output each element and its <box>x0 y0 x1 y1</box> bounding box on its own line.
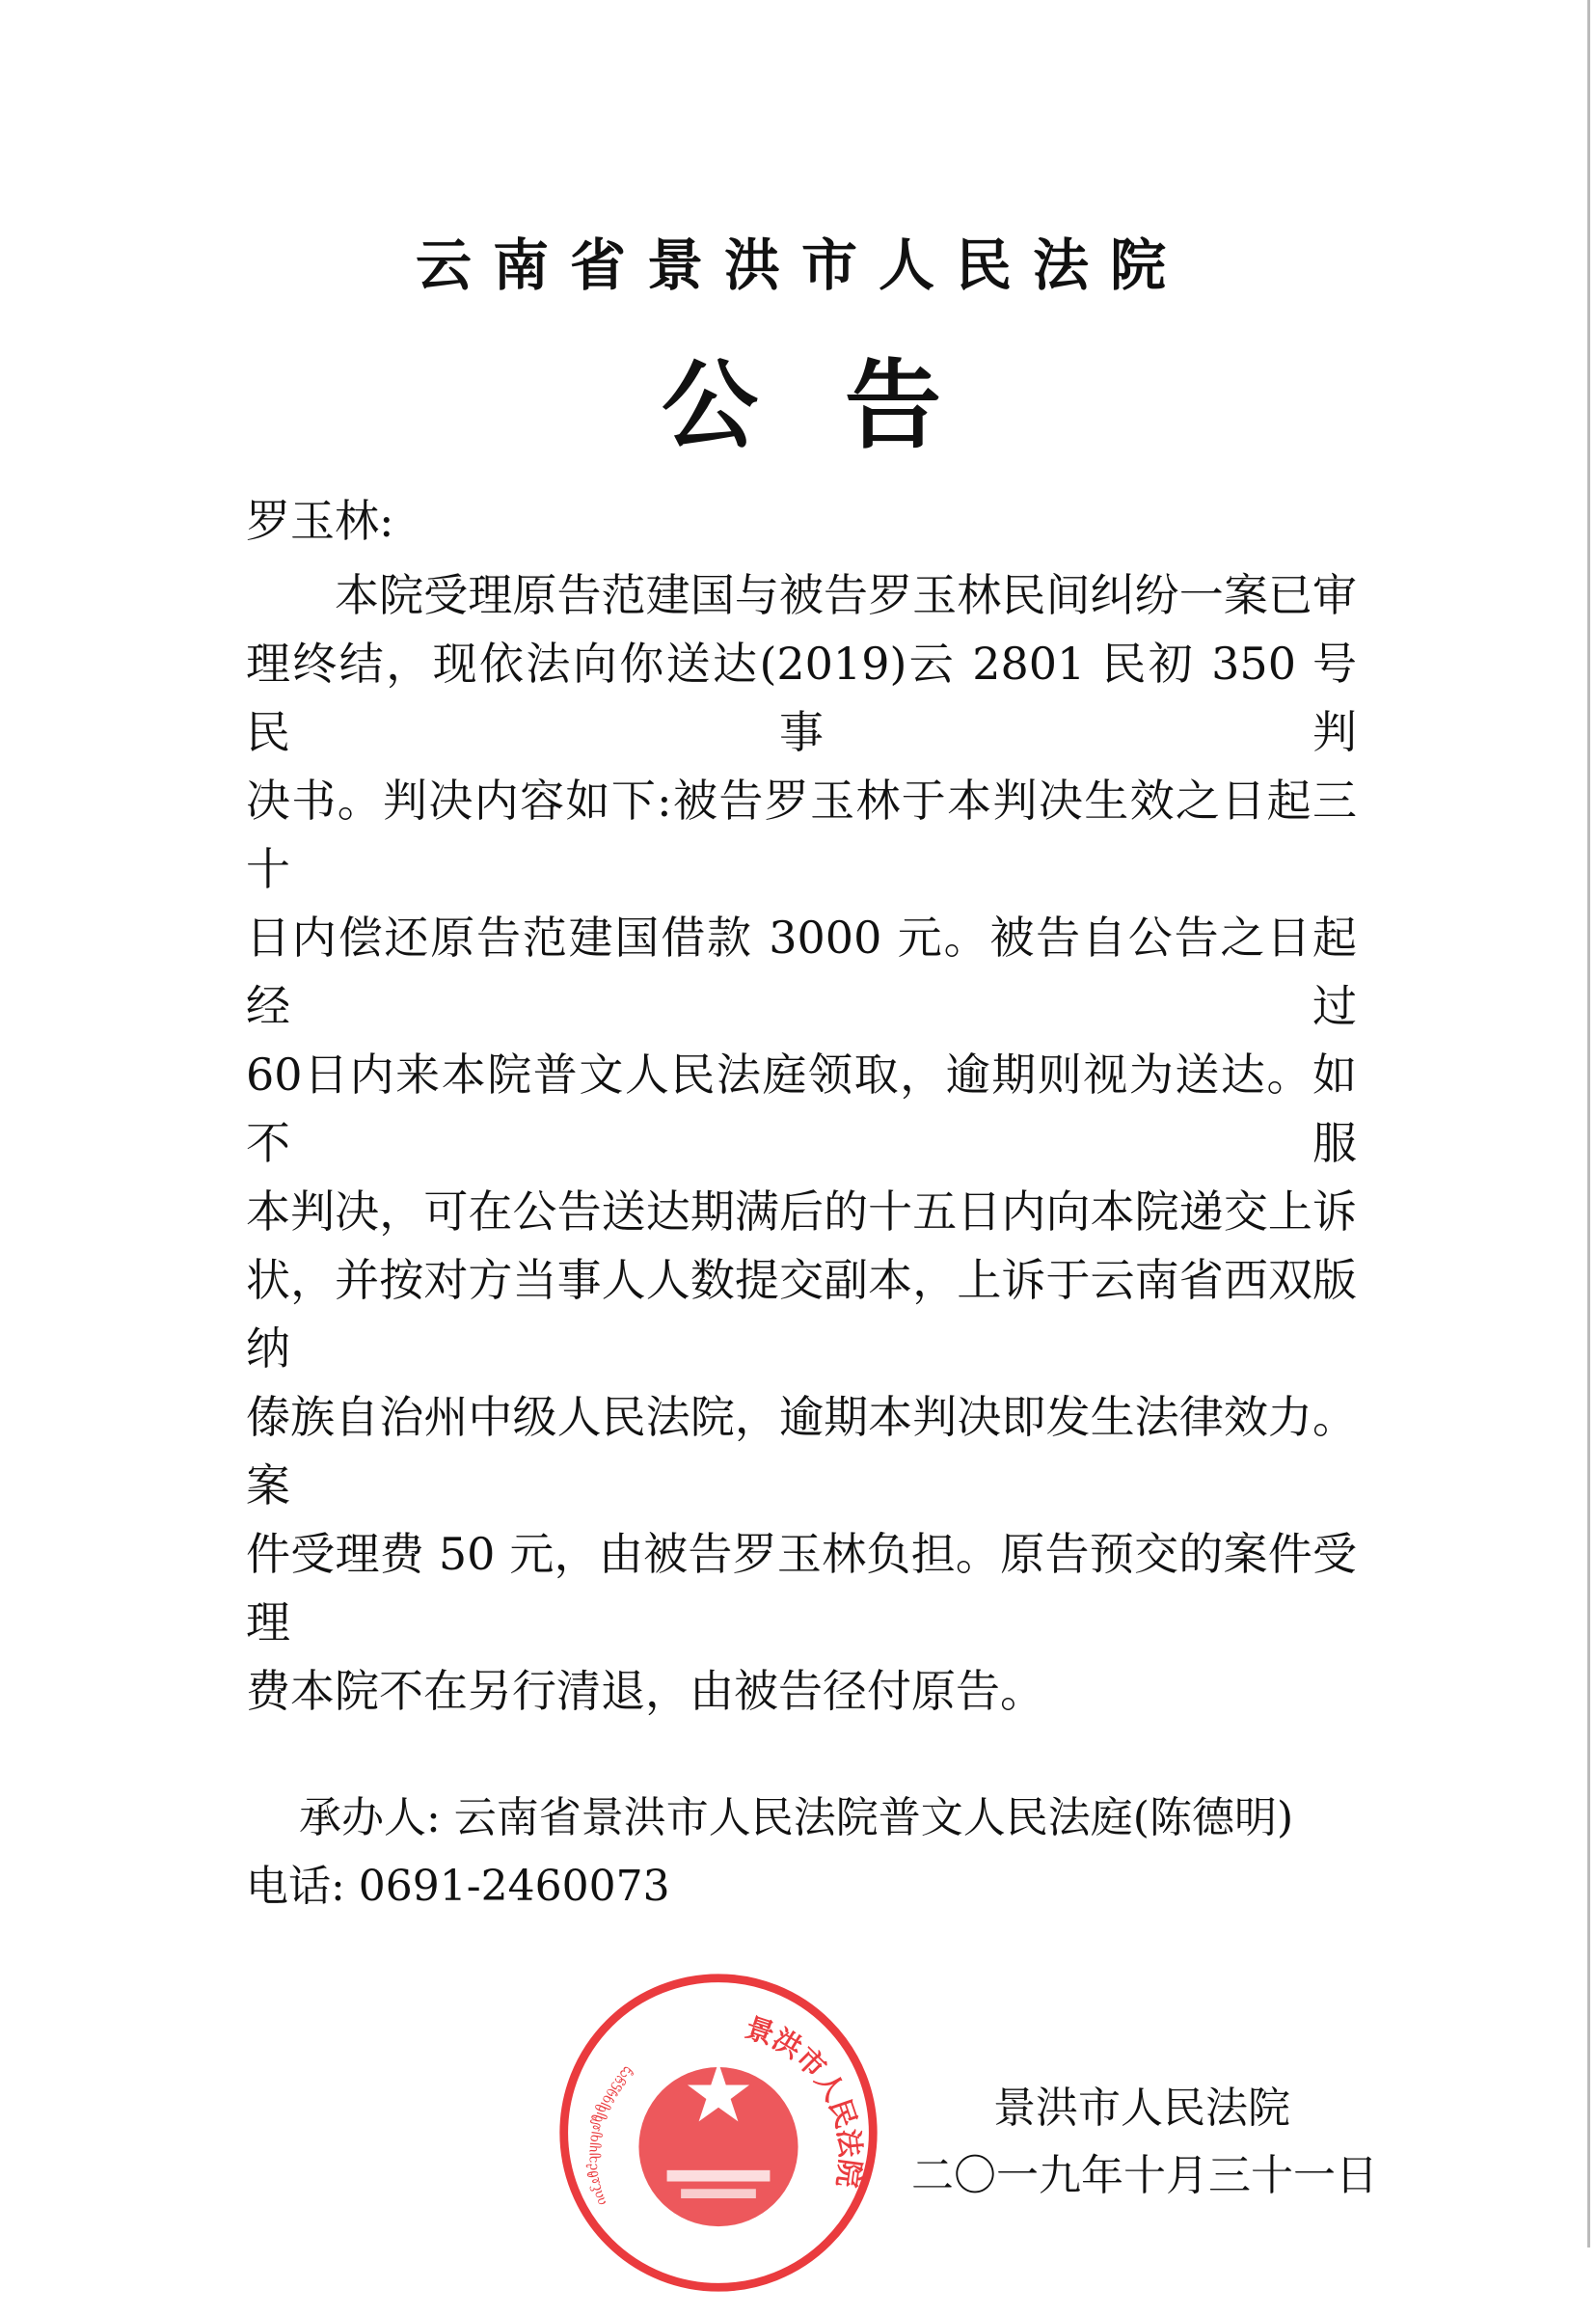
issue-date: 二〇一九年十月三十一日 <box>911 2151 1378 2200</box>
document-page <box>246 0 1378 2316</box>
signature-area <box>246 1969 1378 2316</box>
body-line: 本院受理原告范建国与被告罗玉林民间纠纷一案已审 <box>335 569 1357 621</box>
svg-text:ᦶᦷᦸᦹᦺᦻᦼᦽᦾᦿᧀᧁᧂᧃᧄᧅ: ᦶᦷᦸᦹᦺᦻᦼᦽᦾᦿᧀᧁᧂᧃᧄᧅ <box>582 2060 636 2209</box>
body-line: 件受理费 50 元，由被告罗玉林负担。原告预交的案件受理 <box>246 1528 1357 1648</box>
court-seal-stamp <box>555 1969 882 2297</box>
stamp-text: 景洪市人民法院 <box>741 2010 867 2190</box>
signing-court: 景洪市人民法院 <box>993 2084 1290 2133</box>
body-line: 60日内来本院普文人民法庭领取，逾期则视为送达。如不服 <box>246 1049 1357 1169</box>
addressee: 罗玉林: <box>246 495 394 547</box>
body-line: 理终结，现依法向你送达(2019)云 2801 民初 350 号民事判 <box>246 638 1357 758</box>
document-title: 公告 <box>662 348 1028 462</box>
body-line: 状，并按对方当事人人数提交副本，上诉于云南省西双版纳 <box>246 1254 1357 1375</box>
phone-line: 电话: 0691-2460073 <box>246 1862 670 1911</box>
handler-line: 承办人: 云南省景洪市人民法院普文人民法庭(陈德明) <box>299 1793 1294 1842</box>
body-line: 费本院不在另行清退，由被告径付原告。 <box>246 1665 1044 1717</box>
court-title: 云南省景洪市人民法院 <box>415 232 1187 298</box>
body-line: 决书。判决内容如下:被告罗玉林于本判决生效之日起三十 <box>246 775 1357 895</box>
contact-info <box>246 1784 1357 1921</box>
signature-block <box>911 2075 1378 2210</box>
body-line: 傣族自治州中级人民法院，逾期本判决即发生法律效力。案 <box>246 1391 1357 1512</box>
page-edge <box>1587 0 1590 2248</box>
body-line: 日内偿还原告范建国借款 3000 元。被告自公告之日起经过 <box>246 912 1357 1032</box>
notice-body <box>246 561 1357 1726</box>
body-line: 本判决，可在公告送达期满后的十五日内向本院递交上诉 <box>246 1185 1357 1238</box>
